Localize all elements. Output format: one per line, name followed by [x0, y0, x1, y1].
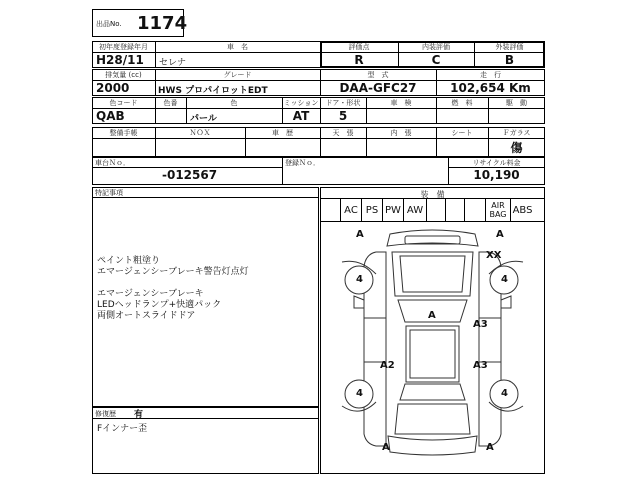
- car-name-label: 車 名: [227, 43, 248, 51]
- vehicle-inspection-label: 車 検: [390, 99, 412, 107]
- mark-tire-rl: 4: [356, 388, 363, 399]
- note-line: エマージェンシーブレーキ: [97, 289, 204, 299]
- mark-tire-fr: 4: [501, 274, 508, 285]
- equip-aw: AW: [404, 199, 427, 221]
- seat-label: シート: [451, 129, 473, 137]
- fglass-value: 傷: [510, 141, 523, 155]
- equip-blank: [446, 199, 465, 221]
- color-value: パール: [190, 114, 217, 124]
- mark-tire-rr: 4: [501, 388, 508, 399]
- manual-label: 整備手帳: [109, 129, 138, 137]
- registration-label: 登録Ｎｏ．: [285, 159, 320, 167]
- mark-roof: A: [428, 310, 436, 321]
- interior-cover-label: 内 張: [390, 129, 412, 137]
- mark-right-front-side: A3: [473, 319, 488, 330]
- mark-front-left: A: [356, 229, 364, 240]
- mileage-value: 102,654 Km: [450, 81, 531, 95]
- equip-ac: AC: [341, 199, 362, 221]
- mark-rear-right: A: [486, 442, 494, 453]
- mission-label: ミッション: [283, 99, 319, 107]
- equipment-label: 装 備: [420, 190, 445, 199]
- note-line: エマージェンシーブレーキ警告灯点灯: [97, 267, 249, 277]
- repair-value: 有: [134, 410, 144, 420]
- notes-lines: [97, 256, 315, 322]
- mark-left-side: A2: [380, 360, 395, 371]
- color-code-label: 色コード: [109, 99, 138, 107]
- diagram-marks: [320, 222, 545, 474]
- note-line: [97, 278, 315, 289]
- repair-detail: Fインナー歪: [97, 424, 148, 434]
- exterior-value: B: [504, 53, 515, 67]
- displacement-label: 排気量 (cc): [105, 71, 142, 79]
- mark-tire-fl: 4: [356, 274, 363, 285]
- color-no-label: 色番: [163, 99, 178, 107]
- equip-pw: PW: [383, 199, 404, 221]
- fuel-label: 燃 料: [451, 99, 473, 107]
- lot-number: 1174: [137, 13, 188, 34]
- nox-label: ＮＯＸ: [189, 129, 211, 137]
- fglass-label: Ｆガラス: [502, 129, 531, 137]
- color-label: 色: [230, 99, 238, 107]
- notes-label: 特記事項: [95, 189, 123, 197]
- doors-label: ドア・形状: [325, 99, 361, 107]
- mark-front-right: A: [496, 229, 504, 240]
- score-value: R: [354, 53, 364, 67]
- equip-abs: ABS: [512, 204, 533, 216]
- chassis-value: -012567: [162, 168, 218, 182]
- recycle-value: 10,190: [473, 168, 520, 182]
- equip-ps: PS: [362, 199, 383, 221]
- equip-airbag: AIR BAG: [486, 199, 511, 221]
- mission-value: AT: [292, 109, 310, 123]
- repair-label: 修復歴: [95, 410, 116, 418]
- model-value: DAA-GFC27: [339, 81, 417, 95]
- mark-right-rear-side: A3: [473, 360, 488, 371]
- history-label: 車 歴: [272, 129, 293, 137]
- year-value: H28/11: [96, 53, 144, 67]
- note-line: 両側オートスライドドア: [97, 311, 196, 321]
- equip-blank: [427, 199, 446, 221]
- score-label: 評価点: [348, 43, 370, 51]
- equipment-row: [320, 199, 545, 221]
- mileage-label: 走 行: [480, 71, 501, 79]
- year-label: 初年度登録年月: [99, 43, 148, 51]
- roof-lining-label: 天 張: [332, 129, 354, 137]
- model-label: 型 式: [367, 71, 389, 79]
- chassis-label: 車台Ｎｏ．: [95, 159, 130, 167]
- mark-rear-left: A: [382, 442, 390, 453]
- drive-label: 駆 動: [506, 99, 527, 107]
- exterior-label: 外装評価: [495, 43, 524, 51]
- lot-label: 出品No.: [96, 20, 122, 28]
- color-code-value: QAB: [96, 109, 125, 123]
- car-name-value: セレナ: [159, 58, 187, 68]
- grade-label: グレード: [223, 71, 252, 79]
- mark-front-right-scratch: XX: [486, 250, 502, 261]
- equip-blank: [465, 199, 486, 221]
- doors-value: 5: [338, 109, 348, 123]
- interior-value: C: [431, 53, 441, 67]
- note-line: ペイント粗塗り: [97, 256, 161, 266]
- displacement-value: 2000: [96, 81, 130, 95]
- grade-value: HWS プロパイロットEDT: [158, 86, 268, 96]
- recycle-label: リサイクル料金: [472, 159, 521, 167]
- note-line: LEDヘッドランプ+快適パック: [97, 300, 222, 310]
- lot-box: [92, 9, 188, 37]
- interior-label: 内装評価: [422, 43, 450, 51]
